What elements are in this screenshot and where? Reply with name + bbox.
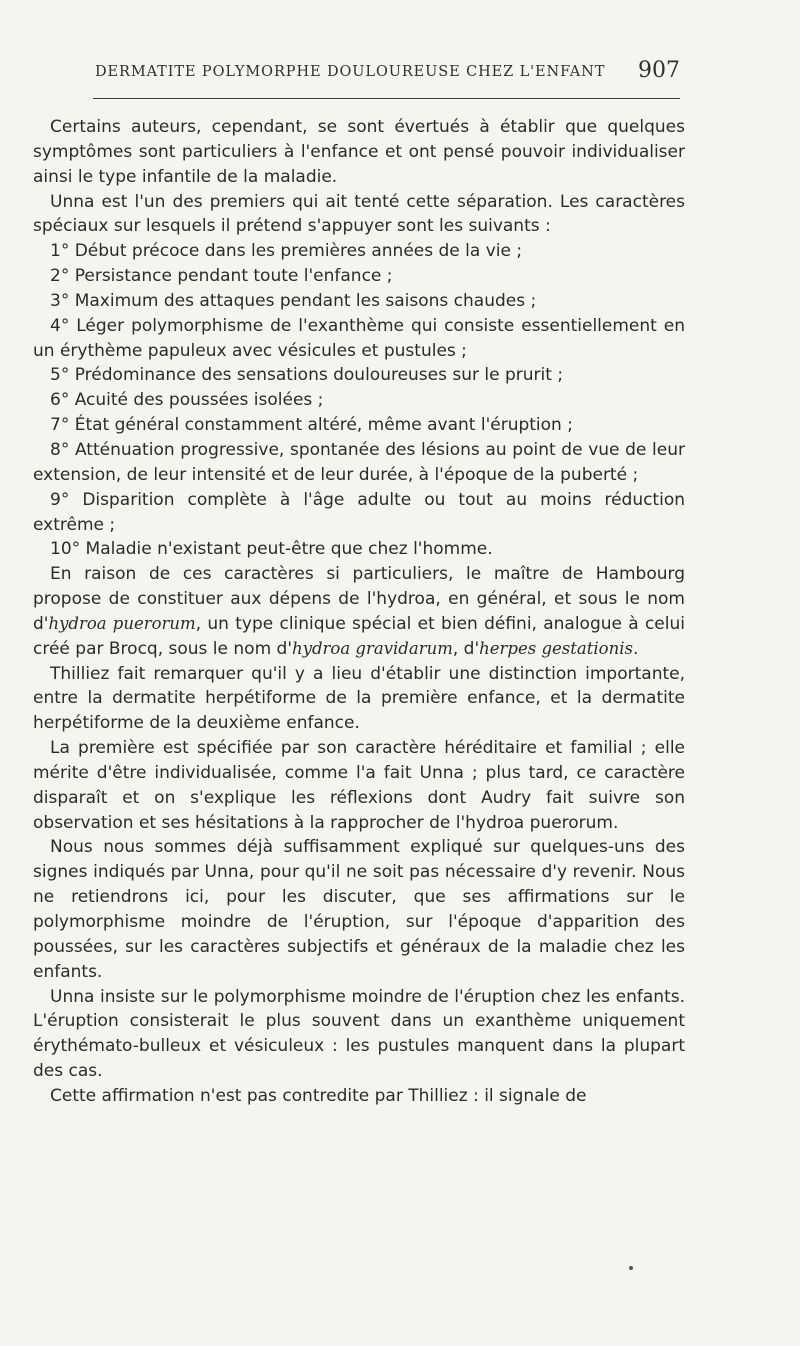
- list-item-2: 2° Persistance pendant toute l'enfance ;: [50, 266, 393, 287]
- paragraph-hydroa: [33, 562, 685, 661]
- term-hydroa-gravidarum: hydroa gravidarum: [292, 638, 453, 658]
- header-rule: [93, 98, 680, 99]
- body-text: [33, 115, 685, 1109]
- page-number: 907: [638, 58, 680, 83]
- list-item-5: 5° Prédominance des sensations douloureuses sur le prurit ;: [50, 365, 564, 386]
- term-hydroa-puerorum: hydroa puerorum: [48, 613, 196, 633]
- paragraph-unna: Unna est l'un des premiers qui ait tenté cette séparation. Les caractères spéciaux sur lesquels il prétend s'appuyer sont les suivants :: [33, 191, 685, 237]
- list-item-9: 9° Disparition complète à l'âge adulte ou tout au moins réduction extrême ;: [33, 489, 685, 535]
- running-title: DERMATITE POLYMORPHE DOULOUREUSE CHEZ L'ENFANT: [95, 64, 606, 80]
- paragraph-hydroa-text-1: En raison de ces caractères si particuliers, le maître de Hambourg propose de constituer aux dépens de l'hydroa, en général, et sous le nom d': [33, 564, 685, 634]
- list-item-10: 10° Maladie n'existant peut-être que chez l'homme.: [50, 539, 493, 560]
- paragraph-thilliez: Thilliez fait remarquer qu'il y a lieu d'établir une distinction importante, entre la dermatite herpétiforme de la première enfance, et la dermatite herpétiforme de la deuxième enfance.: [33, 663, 685, 734]
- paragraph-premiere: La première est spécifiée par son caractère héréditaire et familial ; elle mérite d'être individualisée, comme l'a fait Unna ; plus tard, ce caractère disparaît et on s'explique les réflexions dont Audry fait suivre son observation et ses hésitations à la rapprocher de l'hydroa puerorum.: [33, 738, 685, 833]
- paragraph-affirmation: Cette affirmation n'est pas contredite par Thilliez : il signale de: [50, 1085, 587, 1106]
- term-herpes-gestationis: herpes gestationis: [479, 638, 633, 658]
- paragraph-intro: Certains auteurs, cependant, se sont évertués à établir que quelques symptômes sont particuliers à l'enfance et ont pensé pouvoir individualiser ainsi le type infantile de la maladie.: [33, 117, 685, 187]
- list-item-1: 1° Début précoce dans les premières années de la vie ;: [50, 241, 523, 262]
- paragraph-signes: Nous nous sommes déjà suffisamment expliqué sur quelques-uns des signes indiqués par Unna, pour qu'il ne soit pas nécessaire d'y revenir. Nous ne retiendrons ici, pour les discuter, que ses affirmations sur le polymorphisme moindre de l'éruption, sur l'époque d'apparition des poussées, sur les caractères subjectifs et généraux de la maladie chez les enfants.: [33, 837, 685, 982]
- list-item-3: 3° Maximum des attaques pendant les saisons chaudes ;: [50, 290, 537, 311]
- paragraph-polymorphisme: Unna insiste sur le polymorphisme moindre de l'éruption chez les enfants. L'éruption consisterait le plus souvent dans un exanthème uniquement érythémato-bulleux et vésiculeux : les pustules manquent dans la plupart des cas.: [33, 986, 685, 1082]
- paragraph-hydroa-text-3: , d': [452, 638, 480, 659]
- list-item-4: 4° Léger polymorphisme de l'exanthème qui consiste essentiellement en un érythème papuleux avec vésicules et pustules ;: [33, 315, 685, 361]
- paragraph-hydroa-text-2: , un type clinique spécial et bien défini, analogue à celui créé par Brocq, sous le nom d': [33, 613, 685, 659]
- running-head: [95, 58, 680, 88]
- ink-speck: [629, 1266, 633, 1270]
- paragraph-hydroa-text-4: .: [632, 638, 639, 659]
- list-item-7: 7° État général constamment altéré, même avant l'éruption ;: [50, 415, 573, 436]
- list-item-6: 6° Acuité des poussées isolées ;: [50, 390, 324, 411]
- list-item-8: 8° Atténuation progressive, spontanée des lésions au point de vue de leur extension, de leur intensité et de leur durée, à l'époque de la puberté ;: [33, 439, 685, 485]
